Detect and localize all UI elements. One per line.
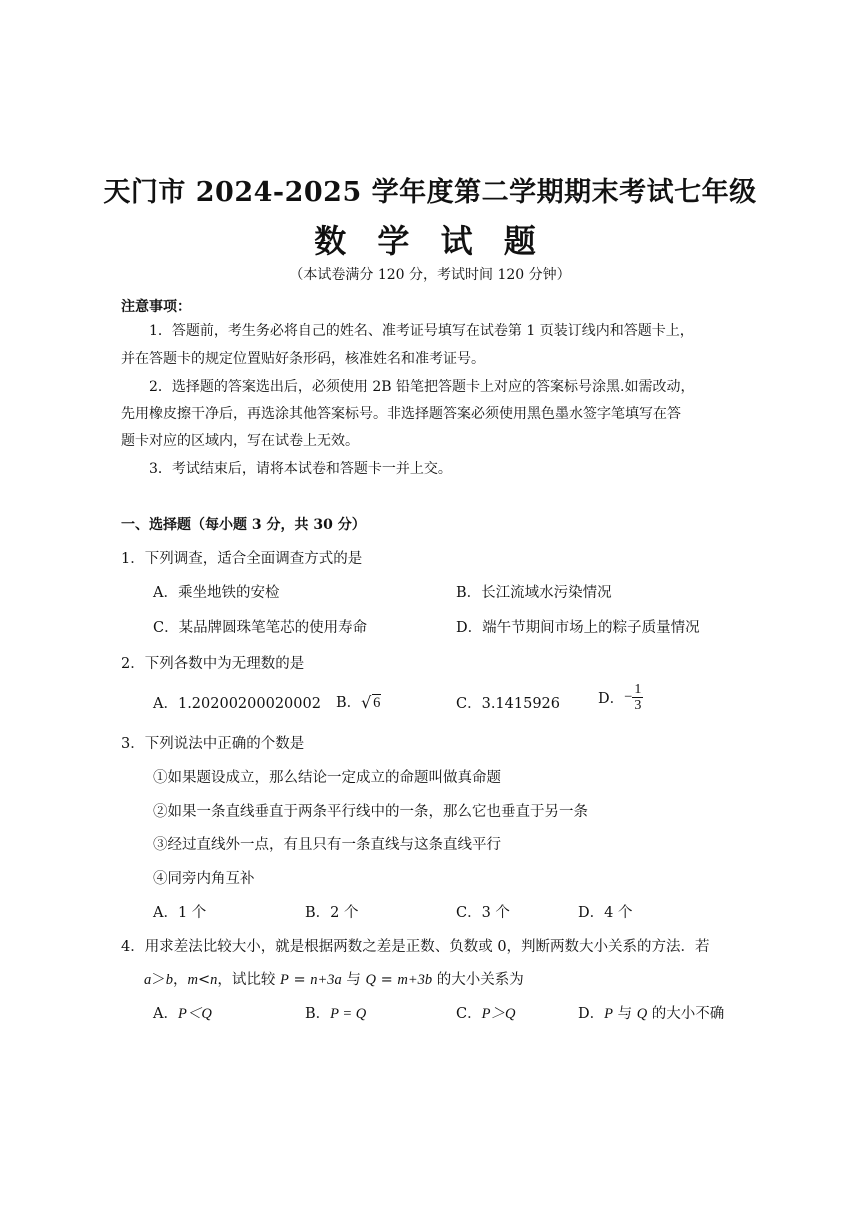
comma: ， (173, 972, 188, 988)
question-4-option-d (578, 1002, 724, 1023)
exam-subtitle: （本试卷满分 120 分，考试时间 120 分钟） (289, 267, 571, 283)
question-1-option-b: B．长江流域水污染情况 (456, 585, 612, 601)
notice-item-1-line-1: 1．答题前，考生务必将自己的姓名、准考证号填写在试卷第 1 页装订线内和答题卡上， (149, 323, 694, 339)
option-label: A． (153, 1006, 178, 1022)
exam-title: 天门市 2024-2025 学年度第二学期期末考试七年级 (103, 177, 757, 208)
question-4-option-b (305, 1002, 366, 1023)
option-text: 与 (613, 1006, 637, 1022)
radical-sign-icon: √ (361, 693, 372, 712)
question-3-statement-3: ③经过直线外一点，有且只有一条直线与这条直线平行 (153, 837, 501, 853)
equals-sign: = (375, 972, 398, 988)
radicand: 6 (373, 695, 381, 711)
question-3-option-b: B．2 个 (305, 905, 359, 921)
question-3-statement-4: ④同旁内角互补 (153, 871, 255, 887)
expression-P: n+3a (310, 972, 342, 988)
subject-title: 数 学 试 题 (314, 222, 546, 260)
notice-item-2-line-2: 先用橡皮擦干净后，再选涂其他答案标号。非选择题答案必须使用黑色墨水签字笔填写在答 (121, 406, 681, 422)
notice-heading: 注意事项： (121, 299, 191, 315)
option-label: B． (336, 695, 362, 711)
numerator: 1 (634, 682, 642, 697)
question-3-option-d: D．4 个 (578, 905, 633, 921)
question-3-stem: 3．下列说法中正确的个数是 (121, 736, 305, 752)
var-Q: Q (365, 972, 376, 988)
question-3-statement-1: ①如果题设成立，那么结论一定成立的命题叫做真命题 (153, 770, 501, 786)
notice-item-3: 3．考试结束后，请将本试卷和答题卡一并上交。 (149, 461, 452, 477)
var-P: P (280, 972, 289, 988)
var-P: P (604, 1006, 613, 1022)
option-expression: P = Q (330, 1006, 367, 1022)
question-4-stem-line-1: 4．用求差法比较大小，就是根据两数之差是正数、负数或 0，判断两数大小关系的方法．若 (121, 939, 710, 955)
option-expression: P＜Q (177, 1006, 212, 1022)
var-Q: Q (636, 1006, 648, 1022)
question-1-option-d: D．端午节期间市场上的粽子质量情况 (456, 620, 700, 636)
less-than-sign: < (197, 972, 211, 988)
expression-Q: m+3b (397, 972, 433, 988)
question-2-option-d (598, 682, 643, 713)
square-root (361, 695, 381, 712)
question-1-option-c: C．某品牌圆珠笔笔芯的使用寿命 (153, 620, 368, 636)
var-m: m (187, 972, 198, 988)
question-2-stem: 2．下列各数中为无理数的是 (121, 656, 305, 672)
notice-item-2-line-1: 2．选择题的答案选出后，必须使用 2B 铅笔把答题卡上对应的答案标号涂黑.如需改动， (149, 379, 695, 395)
minus-sign: − (624, 689, 633, 705)
denominator: 3 (634, 698, 642, 713)
question-3-option-c: C．3 个 (456, 905, 510, 921)
question-1-option-a: A．乘坐地铁的安检 (153, 585, 280, 601)
option-label: D． (578, 1006, 605, 1022)
question-2-option-a: A．1.20200200020002 (153, 696, 321, 712)
question-1-stem: 1．下列调查，适合全面调查方式的是 (121, 551, 363, 567)
option-text: 的大小不确 (647, 1006, 725, 1022)
option-label: B． (305, 1006, 331, 1022)
question-4-option-a (153, 1002, 212, 1023)
notice-item-2-line-3: 题卡对应的区域内，写在试卷上无效。 (121, 433, 359, 449)
notice-item-1-line-2: 并在答题卡的规定位置贴好条形码，核准姓名和准考证号。 (121, 351, 485, 367)
stem-text: 与 (341, 972, 366, 988)
question-2-option-c: C．3.1415926 (456, 696, 561, 712)
var-b: b (165, 972, 173, 988)
question-3-option-a: A．1 个 (153, 905, 207, 921)
section-1-heading: 一、选择题（每小题 3 分，共 30 分） (121, 517, 366, 533)
question-4-stem-line-2 (144, 968, 524, 989)
option-label: C． (456, 1006, 482, 1022)
question-3-statement-2: ②如果一条直线垂直于两条平行线中的一条，那么它也垂直于另一条 (153, 804, 588, 820)
fraction (632, 682, 643, 713)
var-n: n (210, 972, 218, 988)
option-label: D． (598, 691, 625, 707)
var-a: a (144, 972, 152, 988)
stem-text: 的大小关系为 (432, 972, 524, 988)
greater-than-sign: ＞ (151, 972, 166, 988)
equals-sign: = (288, 972, 311, 988)
question-2-option-b (336, 691, 381, 712)
question-4-option-c (456, 1002, 515, 1023)
option-expression: P＞Q (481, 1006, 516, 1022)
stem-text: ，试比较 (217, 972, 280, 988)
